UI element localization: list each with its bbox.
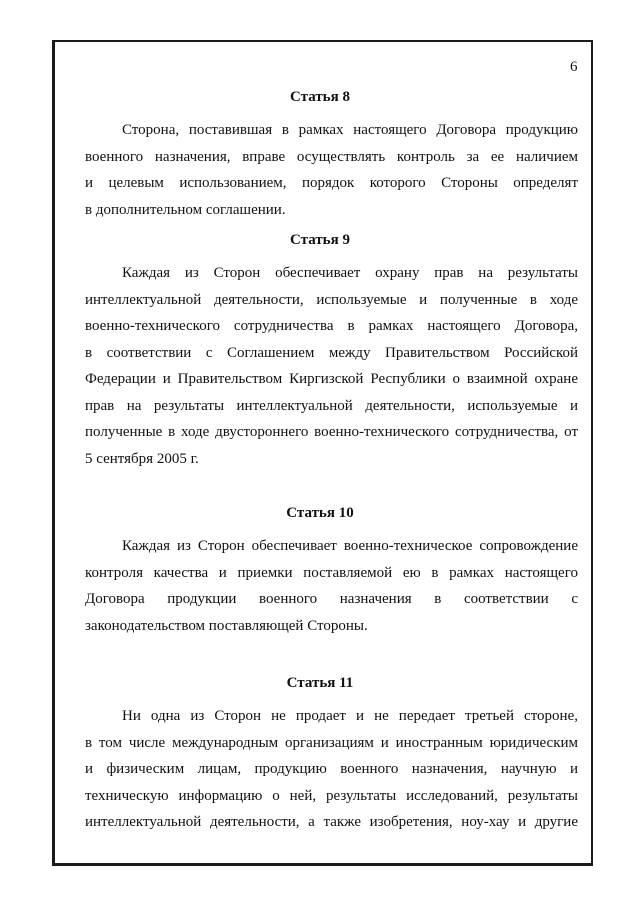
article-8-line: в дополнительном соглашении. — [85, 201, 286, 218]
article-11-line: в том числе международным организациям и иностранным юридическим — [85, 734, 578, 751]
article-8-line: и целевым использованием, порядок которого Стороны определят — [85, 175, 578, 191]
article-8-heading: Статья 8 — [290, 89, 350, 105]
article-10-line: законодательством поставляющей Стороны. — [85, 617, 368, 634]
article-10-line: Договора продукции военного назначения в соответствии с — [85, 591, 578, 607]
article-9-line: полученные в ходе двустороннего военно-технического сотрудничества, от — [85, 424, 578, 440]
article-11-line: техническую информацию о ней, результаты исследований, результаты — [85, 787, 578, 804]
article-8-text — [85, 117, 578, 223]
article-8-line: Сторона, поставившая в рамках настоящего Договора продукцию — [122, 122, 578, 138]
article-9-line: прав на результаты интеллектуальной деятельности, используемые и — [85, 397, 578, 414]
article-11-heading: Статья 11 — [286, 675, 354, 691]
article-10-text — [85, 533, 578, 639]
article-10-line: контроля качества и приемки поставляемой ею в рамках настоящего — [85, 564, 578, 581]
article-11-text — [85, 703, 578, 836]
article-9-line: в соответствии с Соглашением между Правительством Российской — [85, 344, 578, 361]
article-9-line: интеллектуальной деятельности, используемые и полученные в ходе — [85, 291, 578, 308]
article-9-heading: Статья 9 — [290, 232, 350, 248]
article-8-line: военного назначения, вправе осуществлять контроль за ее наличием — [85, 148, 578, 165]
article-11-line: и физическим лицам, продукцию военного назначения, научную и — [85, 761, 578, 777]
article-9-text — [85, 260, 578, 472]
article-9-line: 5 сентября 2005 г. — [85, 450, 199, 467]
article-11-line: интеллектуальной деятельности, а также изобретения, ноу-хау и другие — [85, 814, 578, 830]
article-9-line: военно-технического сотрудничества в рамках настоящего Договора, — [85, 318, 578, 334]
article-10-heading: Статья 10 — [286, 505, 354, 521]
article-9-line: Каждая из Сторон обеспечивает охрану прав на результаты — [122, 265, 578, 281]
article-11-line: Ни одна из Сторон не продает и не передает третьей стороне, — [122, 708, 578, 724]
article-9-line: Федерации и Правительством Киргизской Республики о взаимной охране — [85, 371, 578, 387]
page-number: 6 — [570, 59, 578, 75]
article-10-line: Каждая из Сторон обеспечивает военно-техническое сопровождение — [122, 538, 578, 554]
